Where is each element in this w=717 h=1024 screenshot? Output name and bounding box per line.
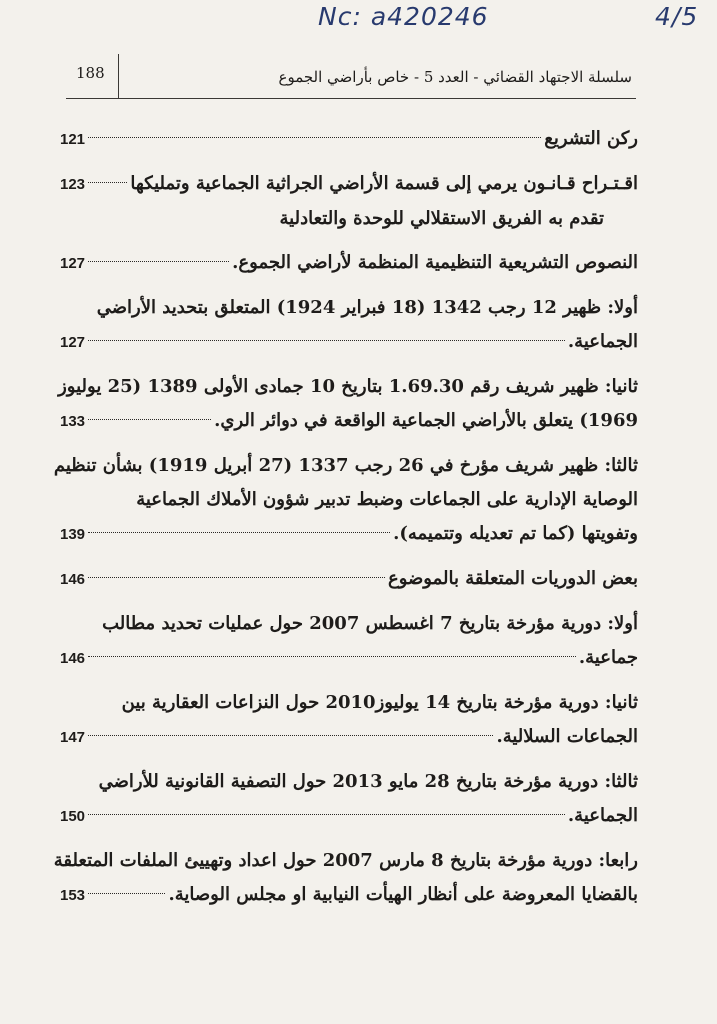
page-number: 188 [76,64,105,82]
toc-line [60,483,638,517]
toc-line [60,686,638,720]
toc-line [53,449,638,483]
toc-line [60,325,638,360]
toc-entry-text: بعض الدوريات المتعلقة بالموضوع [387,568,638,589]
dot-leader [88,181,127,183]
toc-line [60,246,638,281]
dot-leader [88,576,385,578]
toc-entry-text: ثالثا: ظهير شريف مؤرخ في 26 رجب 1337 (27 أبريل 1919) بشأن تنظيم [53,455,638,476]
toc-page-number: 153 [60,887,86,904]
toc-page-number: 127 [60,255,86,272]
toc-entry-text: النصوص التشريعية التنظيمية المنظمة لأراضي الجموع. [232,252,638,273]
dot-leader [88,531,390,533]
toc-line [60,799,638,834]
header-divider [118,54,119,98]
dot-leader [88,339,565,341]
toc-entry-text: تقدم به الفريق الاستقلالي للوحدة والتعادلية [279,208,604,229]
toc-entry-text: الجماعية. [567,805,638,826]
toc-line [60,607,638,641]
toc-page-number: 133 [60,413,86,430]
toc-page-number: 147 [60,729,86,746]
toc-line [60,562,638,597]
toc-entry [60,122,638,157]
toc-entry-text: جماعية. [578,647,638,668]
toc-page-number: 150 [60,808,86,825]
toc-line [60,291,638,325]
toc-entry [60,765,638,834]
dot-leader [88,892,165,894]
toc-line [60,202,638,236]
toc-entry [60,167,638,236]
dot-leader [88,813,565,815]
toc-entry-text: ثانيا: ظهير شريف رقم 1.69.30 بتاريخ 10 جمادى الأولى 1389 (25 يوليوز [58,376,638,397]
dot-leader [88,655,576,657]
toc-entry-text: أولا: دورية مؤرخة بتاريخ 7 اغسطس 2007 حول عمليات تحديد مطالب [102,613,638,634]
toc-entry-text: ثالثا: دورية مؤرخة بتاريخ 28 مايو 2013 حول التصفية القانونية للأراضي [98,771,638,792]
toc-line [60,720,638,755]
toc-entry-text: الجماعية. [567,331,638,352]
toc-entry [53,844,638,913]
toc-line [60,370,638,404]
table-of-contents [53,122,638,923]
toc-page-number: 121 [60,131,86,148]
toc-entry [60,607,638,676]
toc-page-number: 146 [60,650,86,667]
toc-entry-text: ركن التشريع [544,128,638,149]
toc-entry-text: 1969) يتعلق بالأراضي الجماعية الواقعة في دوائر الري. [214,410,638,431]
dot-leader [88,418,211,420]
toc-entry [60,246,638,281]
toc-entry-text: بالقضايا المعروضة على أنظار الهيأت النيابية او مجلس الوصاية. [168,884,638,905]
toc-entry-text: وتفويتها (كما تم تعديله وتتميمه). [393,523,638,544]
toc-line [60,167,638,202]
toc-entry-text: ثانيا: دورية مؤرخة بتاريخ 14 يوليوز2010 حول النزاعات العقارية بين [121,692,638,713]
handwritten-page-mark: 4/5 [655,2,699,31]
dot-leader [88,260,229,262]
toc-line [60,517,638,552]
toc-page-number: 139 [60,526,86,543]
dot-leader [88,734,493,736]
series-title: سلسلة الاجتهاد القضائي - العدد 5 - خاص بأراضي الجموع [278,68,632,86]
toc-line [60,765,638,799]
toc-entry-text: رابعا: دورية مؤرخة بتاريخ 8 مارس 2007 حول اعداد وتهييئ الملفات المتعلقة [53,850,638,871]
toc-entry-text: أولا: ظهير 12 رجب 1342 (18 فبراير 1924) المتعلق بتحديد الأراضي [96,297,638,318]
handwritten-reference: Nc: a420246 [318,2,489,31]
toc-entry [60,686,638,755]
toc-page-number: 127 [60,334,86,351]
toc-entry [60,370,638,439]
toc-line [60,641,638,676]
toc-line [60,404,638,439]
toc-line [60,878,638,913]
toc-line [53,844,638,878]
page-header [66,54,636,99]
toc-line [60,122,638,157]
dot-leader [88,136,541,138]
toc-entry [60,291,638,360]
toc-entry [60,562,638,597]
toc-entry-text: الوصاية الإدارية على الجماعات وضبط تدبير شؤون الأملاك الجماعية [136,489,638,510]
toc-page-number: 146 [60,571,86,588]
toc-entry-text: اقـتـراح قـانـون يرمي إلى قسمة الأراضي الجراثية الجماعية وتمليكها [130,173,638,194]
toc-entry [53,449,638,552]
toc-page-number: 123 [60,176,86,193]
toc-entry-text: الجماعات السلالية. [496,726,638,747]
